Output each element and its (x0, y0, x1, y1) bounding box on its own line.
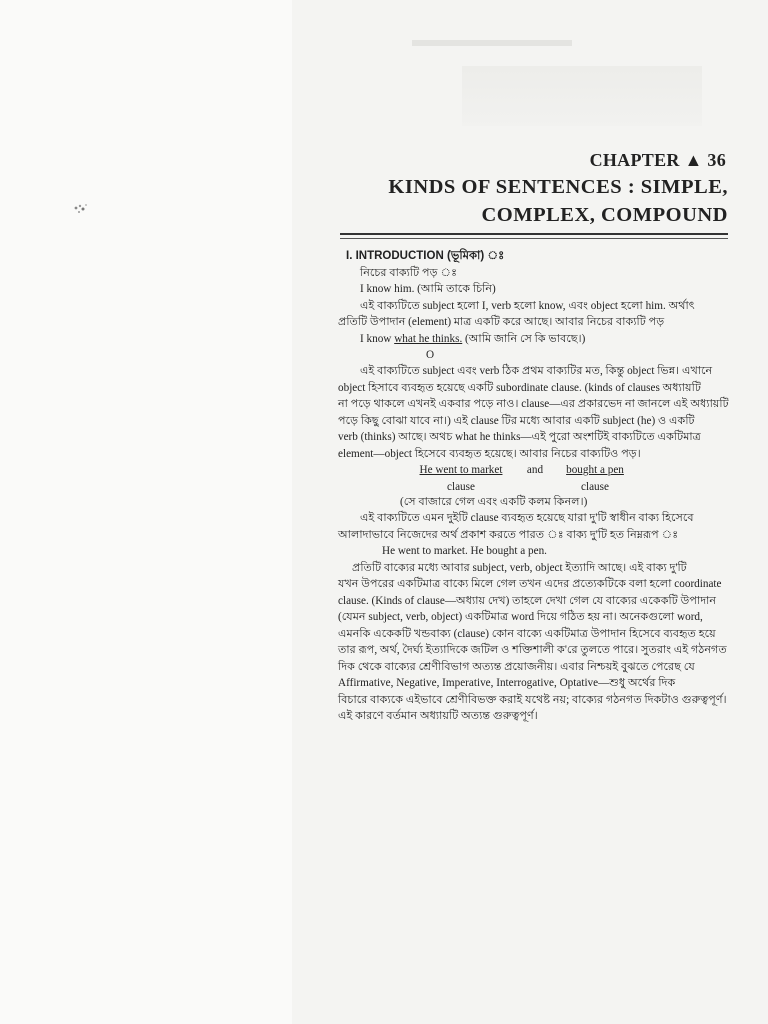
text-line: object হিসাবে ব্যবহৃত হয়েছে একটি subordinate clause. (kinds of clauses অধ্যায়টি (338, 381, 701, 394)
chapter-body (338, 248, 730, 725)
text-line: clause. (Kinds of clause—অধ্যায় দেখ) তাহলে দেখা গেল যে বাক্যের একেকটি উপাদান (338, 594, 716, 607)
example-sentence: He went to market. He bought a pen. (382, 545, 547, 557)
chapter-number: CHAPTER ▲ 36 (589, 150, 726, 170)
example-translation: (সে বাজারে গেল এবং একটি কলম কিনল।) (400, 496, 588, 508)
text-line: যখন উপরের একটিমাত্র বাক্যে মিলে গেল তখন এদের প্রত্যেকটিকে বলা হলো coordinate (338, 578, 722, 590)
text-line: element—object হিসেবে ব্যবহৃত হয়েছে। আবার নিচের বাক্যটিও পড়। (338, 447, 641, 460)
clause-text: bought a pen (566, 464, 624, 476)
clause-block (406, 462, 516, 495)
clause-label: clause (447, 480, 475, 493)
text-line: (যেমন subject, verb, object) একটিমাত্র word দিয়ে গঠিত হয় না। অনেকগুলো word, (338, 611, 703, 623)
chapter-title-line2: COMPLEX, COMPOUND (481, 204, 728, 226)
example-sentence (338, 331, 730, 348)
text-line: প্রতিটি উপাদান (element) মাত্র একটি করে আছে। আবার নিচের বাক্যটি পড় (338, 316, 665, 328)
clause-block (550, 462, 640, 495)
text-line: বিচারে বাক্যকে এইভাবে শ্রেণীবিভক্ত করাই যথেষ্ট নয়; বাক্যের গঠনগত দিকটাও গুরুত্বপূর্ণ। (338, 693, 727, 706)
blank-left-margin (0, 0, 292, 1024)
title-rule-thick (340, 233, 728, 235)
clause-diagram (392, 462, 672, 510)
paragraph (338, 560, 730, 725)
example-sentence: I know him. (আমি তাকে চিনি) (360, 283, 496, 295)
text-line: পড়ে কিছু বোঝা যাবে না।) এই clause টির মধ্যে আবার একটি subject (he) ও একটি (338, 414, 695, 427)
text-line: না পড়ে থাকলে এখনই একবার পড়ে নাও। clause—এর প্রকারভেদ না জানলে এই অধ্যায়টি (338, 398, 729, 410)
text-line: এই বাক্যটিতে subject হলো I, verb হলো know, এবং object হলো him. অর্থাৎ (360, 299, 695, 312)
paragraph (338, 363, 730, 462)
clause-label: clause (581, 480, 609, 493)
bleed-through-artifact (412, 40, 572, 46)
text-line: নিচের বাক্যটি পড় ঃ (360, 266, 458, 279)
chapter-title (388, 173, 728, 229)
object-marker: O (426, 349, 435, 361)
section-heading: I. INTRODUCTION (ভূমিকা) ঃ (346, 250, 505, 262)
conjunction: and (526, 464, 544, 476)
example-text: I know (360, 332, 395, 345)
text-line: verb (thinks) আছে। অথচ what he thinks—এই পুরো অংশটিই বাক্যটিতে একটিমাত্র (338, 431, 701, 443)
chapter-title-line1: KINDS OF SENTENCES : SIMPLE, (388, 176, 728, 198)
bleed-through-artifact (462, 66, 702, 126)
text-line: এই বাক্যটিতে এমন দুইটি clause ব্যবহৃত হয়েছে যারা দু'টি স্বাধীন বাক্য হিসেবে (360, 512, 694, 524)
text-line: এমনকি একেকটি খন্ডবাক্য (clause) কোন বাক্যে একটিমাত্র উপাদান হিসেবে ব্যবহৃত হয়ে (338, 627, 716, 640)
clause-text: He went to market (419, 464, 503, 476)
underlined-clause: what he thinks. (394, 332, 463, 345)
text-line: প্রতিটি বাক্যের মধ্যে আবার subject, verb, object ইত্যাদি আছে। এই বাক্য দু'টি (352, 561, 687, 574)
text-line: এই বাক্যটিতে subject এবং verb ঠিক প্রথম বাক্যটির মত, কিন্তু object ভিন্ন। এখানে (360, 365, 713, 377)
paper-speck-mark (70, 200, 92, 218)
title-rule-thin (340, 238, 728, 239)
text-line: দিক থেকে বাক্যের শ্রেণীবিভাগ অত্যন্ত প্রয়োজনীয়। এবার নিশ্চয়ই বুঝতে পেরেছ যে (338, 660, 695, 673)
book-page (292, 0, 768, 1024)
text-line: Affirmative, Negative, Imperative, Interrogative, Optative—শুধু অর্থের দিক (338, 677, 676, 689)
text-line: আলাদাভাবে নিজেদের অর্থ প্রকাশ করতে পারত ঃ বাক্য দু'টি হত নিম্নরূপ ঃ (338, 528, 679, 541)
text-line: এই কারণে বর্তমান অধ্যায়টি অত্যন্ত গুরুত্বপূর্ণ। (338, 710, 538, 722)
example-translation: (আমি জানি সে কি ভাবছে।) (462, 332, 586, 345)
text-line: তার রূপ, অর্থ, দৈর্ঘ্য ইত্যাদিকে জটিল ও শক্তিশালী ক'রে তুলতে পারে। সুতরাং এই গঠনগত (338, 644, 727, 656)
